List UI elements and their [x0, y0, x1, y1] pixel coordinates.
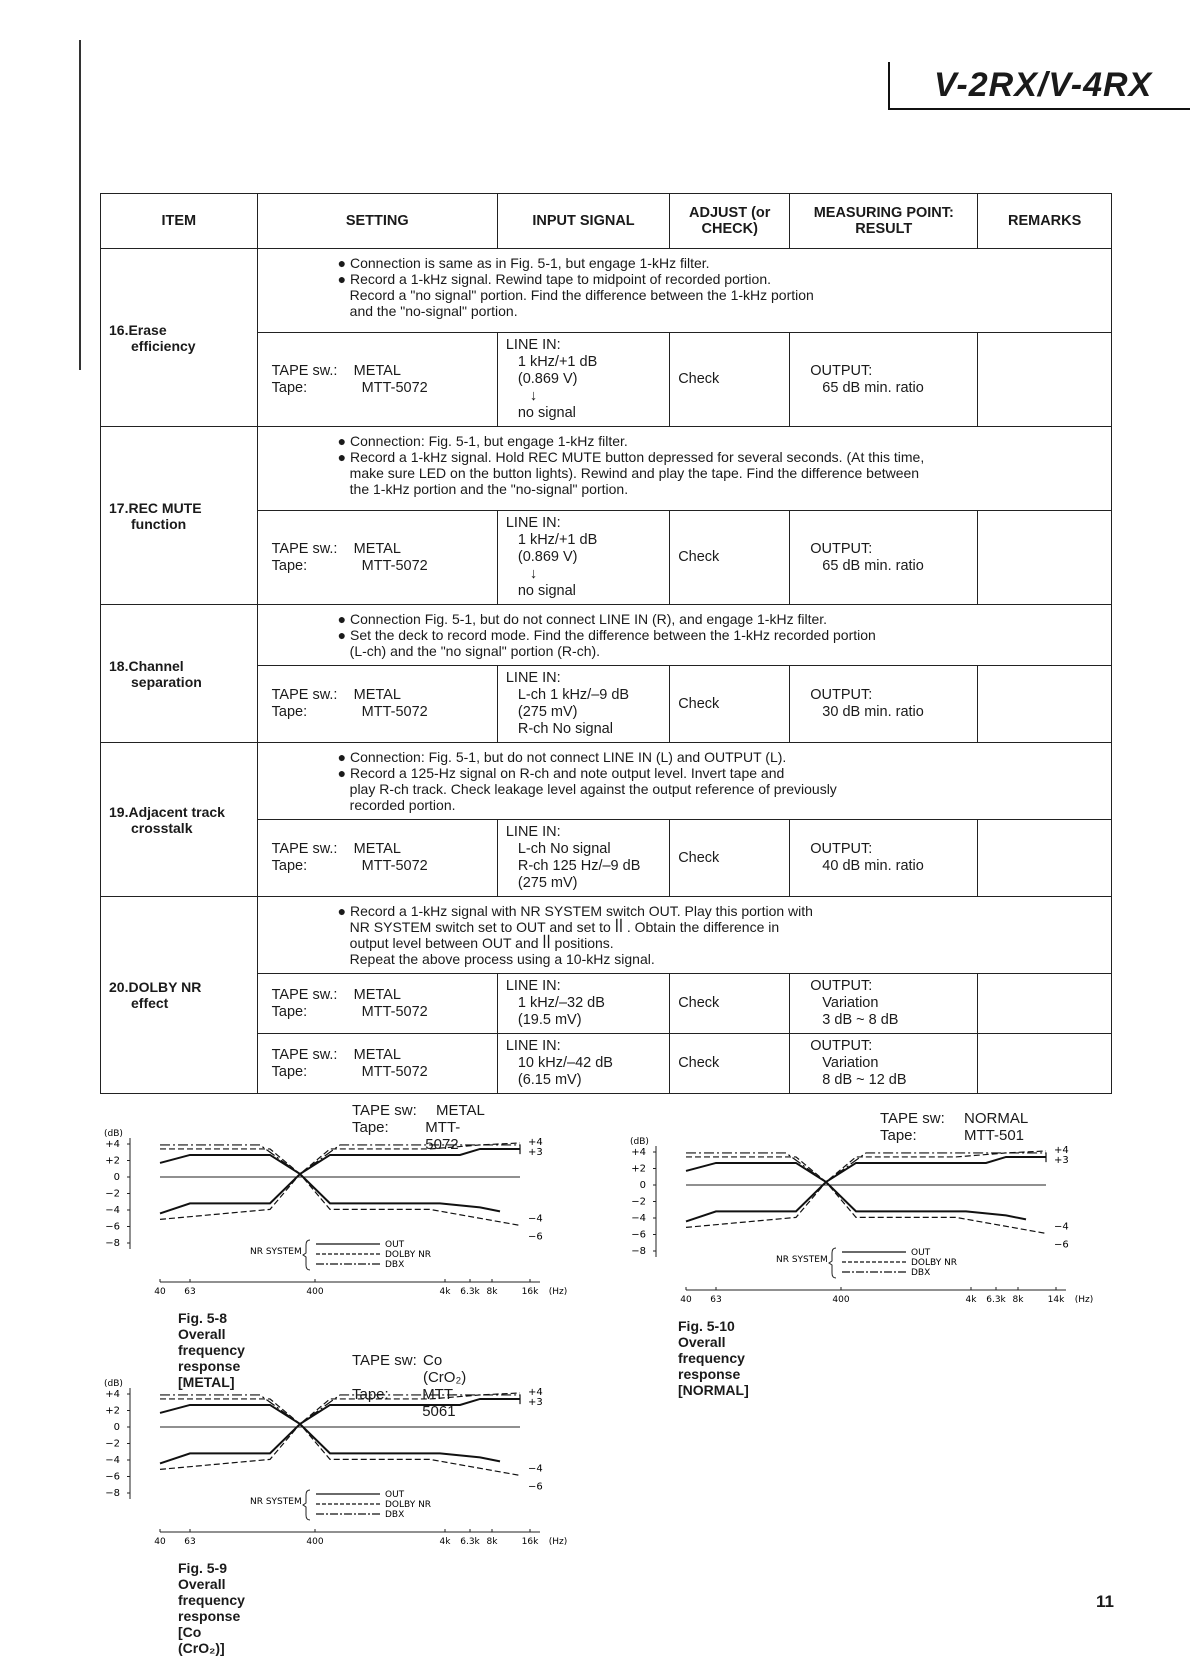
input-signal-line: LINE IN: [505, 670, 561, 686]
legend-title: NR SYSTEM [250, 1247, 302, 1257]
frequency-response-chart [100, 1360, 580, 1560]
tape-row [272, 704, 489, 721]
input-signal-line: 1 kHz/+1 dB [517, 354, 598, 370]
procedure-note: output level between OUT and ꟾꟾ positions. [349, 935, 614, 951]
remarks-cell [978, 1034, 1112, 1094]
procedure-note: ● Connection: Fig. 5-1, but engage 1-kHz filter. [337, 433, 628, 449]
result-line: 30 dB min. ratio [822, 704, 924, 720]
tape-switch-label: TAPE sw.: [271, 841, 338, 857]
figure-tape-sw-label: TAPE sw: [880, 1110, 945, 1127]
page-number: 11 [1096, 1592, 1114, 1611]
result-line: OUTPUT: [810, 1038, 873, 1054]
adjust-value: Check [678, 695, 720, 712]
procedure-note: Repeat the above process using a 10-kHz signal. [349, 951, 655, 967]
procedure-notes [257, 743, 1111, 820]
right-level-label: +4 [528, 1136, 543, 1148]
input-signal-cell [497, 333, 669, 427]
table-row [101, 427, 1112, 511]
right-level-label: −6 [1054, 1239, 1069, 1251]
right-level-label: −4 [528, 1463, 543, 1475]
item-number: 20.DOLBY NR [109, 979, 202, 995]
y-tick-label: +4 [631, 1147, 646, 1158]
x-tick-label: 63 [184, 1287, 196, 1297]
result-cell [790, 1034, 978, 1094]
procedure-note: recorded portion. [349, 797, 456, 813]
x-tick-label: 40 [154, 1287, 166, 1297]
y-tick-label: −2 [105, 1188, 120, 1200]
item-number: 17.REC MUTE [109, 499, 202, 516]
input-signal-line: R-ch 125 Hz/–9 dB [517, 858, 641, 874]
y-axis-unit: (dB) [104, 1129, 123, 1139]
figure-tape-label: Tape: [352, 1386, 389, 1403]
right-level-label: +4 [528, 1386, 543, 1398]
item-subtitle: separation [131, 673, 202, 690]
procedure-note: Record a "no signal" portion. Find the difference between the 1-kHz portion [349, 287, 814, 303]
tape-label: Tape: [271, 858, 308, 874]
curve-dolby-upper [160, 1143, 520, 1174]
procedure-notes [257, 605, 1111, 666]
curve-out-upper [160, 1149, 520, 1174]
adjustment-table [100, 193, 1112, 1094]
legend-label: DBX [911, 1268, 931, 1278]
y-tick-label: 0 [113, 1422, 120, 1433]
tape-value: MTT-5072 [361, 1063, 428, 1080]
input-signal-line: R-ch No signal [517, 721, 613, 737]
input-signal-cell [497, 511, 669, 605]
figure-tape-label: Tape: [880, 1127, 917, 1144]
result-cell [790, 666, 978, 743]
result-line: 65 dB min. ratio [822, 557, 924, 574]
procedure-note: make sure LED on the button lights). Rewind and play the tape. Find the difference between [349, 465, 920, 481]
y-tick-label: +4 [105, 1389, 120, 1400]
table-row [101, 743, 1112, 820]
tape-switch-row [272, 841, 489, 858]
curve-dolby-lower [160, 1424, 520, 1475]
right-level-label: −4 [1054, 1221, 1069, 1233]
legend-label: OUT [911, 1248, 931, 1258]
table-row [101, 605, 1112, 666]
x-tick-label: 63 [184, 1537, 196, 1547]
procedure-note: NR SYSTEM switch set to OUT and set to ꟾꟾ . Obtain the difference in [349, 919, 780, 935]
tape-switch-label: TAPE sw.: [271, 986, 338, 1003]
curve-out-upper [160, 1399, 520, 1424]
header-measuring-point: MEASURING POINT: RESULT [790, 194, 978, 249]
y-tick-label: +4 [105, 1139, 120, 1150]
adjust-cell [670, 974, 790, 1034]
input-signal-line: 1 kHz/+1 dB [517, 532, 598, 548]
input-signal-line: (0.869 V) [517, 549, 578, 565]
tape-switch-row [272, 687, 489, 704]
input-signal-line: 10 kHz/–42 dB [517, 1055, 613, 1071]
model-title-box [888, 62, 1190, 110]
right-level-label: +3 [528, 1396, 543, 1408]
input-signal-line: (6.15 mV) [517, 1072, 582, 1088]
curve-dolby-upper [686, 1151, 1046, 1182]
adjust-cell [670, 820, 790, 897]
y-tick-label: −8 [105, 1238, 120, 1249]
input-signal-cell [497, 1034, 669, 1094]
remarks-cell [978, 820, 1112, 897]
adjust-cell [670, 333, 790, 427]
item-name [101, 427, 258, 605]
tape-switch-value: METAL [353, 362, 401, 379]
legend-label: DOLBY NR [911, 1258, 958, 1268]
procedure-note: ● Set the deck to record mode. Find the difference between the 1-kHz recorded portion [337, 627, 876, 643]
y-tick-label: +2 [105, 1155, 120, 1167]
result-cell [790, 511, 978, 605]
procedure-note: ● Connection Fig. 5-1, but do not connect LINE IN (R), and engage 1-kHz filter. [337, 611, 828, 627]
input-signal-line: no signal [517, 583, 576, 599]
tape-switch-label: TAPE sw.: [271, 540, 338, 557]
input-signal-line: (19.5 mV) [517, 1012, 582, 1028]
y-axis-unit: (dB) [630, 1137, 649, 1147]
adjust-value: Check [678, 1055, 720, 1071]
tape-value: MTT-5072 [361, 557, 428, 574]
legend-label: DBX [385, 1260, 405, 1270]
header-item: ITEM [101, 194, 258, 249]
result-cell [790, 974, 978, 1034]
result-line: 3 dB ~ 8 dB [822, 1012, 899, 1028]
remarks-cell [978, 333, 1112, 427]
y-tick-label: −6 [105, 1221, 120, 1233]
y-tick-label: −2 [105, 1438, 120, 1450]
x-tick-label: (Hz) [548, 1537, 568, 1547]
x-tick-label: 8k [486, 1537, 498, 1547]
item-subtitle: efficiency [131, 337, 196, 354]
curve-out-lower [160, 1424, 500, 1463]
legend-brace [829, 1248, 836, 1278]
tape-row [272, 858, 489, 875]
tape-switch-value: METAL [353, 540, 401, 557]
input-signal-line: LINE IN: [505, 515, 561, 531]
item-number: 19.Adjacent track [109, 803, 225, 820]
y-tick-label: −6 [105, 1471, 120, 1483]
adjust-value: Check [678, 371, 720, 387]
adjust-cell [670, 511, 790, 605]
right-level-label: +4 [1054, 1144, 1069, 1156]
item-number: 18.Channel [109, 657, 184, 674]
setting-cell [257, 333, 497, 427]
x-tick-label: 8k [486, 1287, 498, 1297]
figure-tape-value: MTT-501 [964, 1127, 1025, 1144]
right-level-label: −6 [528, 1481, 543, 1493]
tape-row [272, 380, 489, 397]
x-tick-label: 400 [832, 1295, 850, 1305]
tape-label: Tape: [271, 1063, 308, 1080]
x-tick-label: 4k [439, 1287, 451, 1297]
tape-switch-row [272, 987, 489, 1004]
figure-caption: Fig. 5-9 Overall frequency response [Co (CrO₂)] [178, 1560, 245, 1656]
procedure-note: the 1-kHz portion and the "no-signal" portion. [349, 481, 629, 497]
result-line: 40 dB min. ratio [822, 858, 924, 874]
x-tick-label: 6.3k [986, 1295, 1006, 1305]
tape-label: Tape: [271, 704, 308, 720]
y-tick-label: −6 [631, 1229, 646, 1241]
x-tick-label: 40 [154, 1537, 166, 1547]
frequency-response-chart [100, 1110, 580, 1310]
scan-margin-mark [79, 40, 81, 370]
adjust-cell [670, 1034, 790, 1094]
input-signal-line: LINE IN: [505, 824, 561, 840]
header-input-signal: INPUT SIGNAL [497, 194, 669, 249]
curve-out-upper [686, 1157, 1046, 1182]
input-signal-line: L-ch 1 kHz/–9 dB [517, 687, 630, 703]
item-name [101, 249, 258, 427]
right-level-label: −6 [528, 1231, 543, 1243]
result-line: Variation [822, 1055, 879, 1071]
legend-title: NR SYSTEM [776, 1255, 828, 1265]
tape-value: MTT-5072 [361, 1003, 428, 1020]
x-tick-label: 4k [965, 1295, 977, 1305]
tape-switch-value: METAL [353, 687, 401, 703]
result-line: OUTPUT: [810, 841, 873, 857]
legend-brace [303, 1490, 310, 1520]
result-line: OUTPUT: [810, 540, 873, 557]
input-signal-cell [497, 820, 669, 897]
tape-value: MTT-5072 [361, 858, 428, 874]
tape-switch-row [272, 363, 489, 380]
tape-label: Tape: [271, 557, 308, 574]
figure-tape-sw-label: TAPE sw: [352, 1102, 417, 1119]
legend-label: OUT [385, 1240, 405, 1250]
tape-switch-row [272, 1047, 489, 1064]
x-tick-label: 6.3k [460, 1287, 480, 1297]
setting-cell [257, 511, 497, 605]
legend-label: OUT [385, 1490, 405, 1500]
legend-label: DOLBY NR [385, 1500, 432, 1510]
curve-dolby-lower [686, 1182, 1046, 1233]
setting-cell [257, 974, 497, 1034]
header-remarks: REMARKS [978, 194, 1112, 249]
input-signal-line: LINE IN: [505, 337, 561, 353]
input-signal-line: ↓ [529, 388, 538, 404]
header-adjust: ADJUST (or CHECK) [670, 194, 790, 249]
remarks-cell [978, 511, 1112, 605]
input-signal-line: no signal [517, 405, 576, 421]
input-signal-cell [497, 974, 669, 1034]
tape-switch-value: METAL [353, 841, 401, 857]
table-row [101, 249, 1112, 333]
figure-tape-sw-value: METAL [436, 1102, 485, 1119]
procedure-note: ● Record a 125-Hz signal on R-ch and note output level. Invert tape and [337, 765, 785, 781]
result-cell [790, 820, 978, 897]
adjust-cell [670, 666, 790, 743]
procedure-notes [257, 427, 1111, 511]
x-tick-label: (Hz) [1074, 1295, 1094, 1305]
item-name [101, 743, 258, 897]
result-line: 8 dB ~ 12 dB [822, 1072, 907, 1088]
procedure-note: ● Record a 1-kHz signal. Hold REC MUTE button depressed for several seconds. (At this time, [337, 449, 925, 465]
figure-caption: Fig. 5-8 Overall frequency response [METAL] [178, 1310, 245, 1390]
y-axis-unit: (dB) [104, 1379, 123, 1389]
x-tick-label: 63 [710, 1295, 722, 1305]
item-subtitle: function [131, 515, 187, 532]
tape-switch-row [272, 541, 489, 558]
adjust-value: Check [678, 549, 720, 565]
x-tick-label: 400 [306, 1537, 324, 1547]
tape-switch-label: TAPE sw.: [271, 1046, 338, 1063]
tape-row [272, 1064, 489, 1081]
item-subtitle: effect [131, 995, 169, 1011]
procedure-note: ● Connection: Fig. 5-1, but do not connect LINE IN (L) and OUTPUT (L). [337, 749, 787, 765]
x-tick-label: 400 [306, 1287, 324, 1297]
adjust-value: Check [678, 995, 720, 1011]
input-signal-line: (0.869 V) [517, 371, 578, 387]
input-signal-line: ↓ [529, 566, 538, 582]
header-setting: SETTING [257, 194, 497, 249]
setting-cell [257, 820, 497, 897]
tape-label: Tape: [271, 1003, 308, 1020]
y-tick-label: −2 [631, 1196, 646, 1208]
x-tick-label: 4k [439, 1537, 451, 1547]
item-number: 16.Erase [109, 321, 167, 338]
input-signal-line: 1 kHz/–32 dB [517, 995, 605, 1011]
input-signal-line: (275 mV) [517, 704, 578, 720]
legend-title: NR SYSTEM [250, 1497, 302, 1507]
result-line: OUTPUT: [810, 978, 873, 994]
y-tick-label: −8 [105, 1488, 120, 1499]
y-tick-label: 0 [639, 1180, 646, 1191]
curve-dolby-upper [160, 1393, 520, 1424]
figure-tape-sw-value: NORMAL [964, 1110, 1029, 1127]
y-tick-label: −4 [631, 1213, 646, 1224]
table-header-row [101, 194, 1112, 249]
y-tick-label: +2 [105, 1405, 120, 1417]
legend-brace [303, 1240, 310, 1270]
right-level-label: −4 [528, 1213, 543, 1225]
right-level-label: +3 [528, 1146, 543, 1158]
tape-row [272, 1004, 489, 1021]
item-subtitle: crosstalk [131, 819, 193, 836]
input-signal-line: L-ch No signal [517, 841, 611, 857]
procedure-note: ● Connection is same as in Fig. 5-1, but engage 1-kHz filter. [337, 255, 710, 271]
procedure-note: play R-ch track. Check leakage level against the output reference of previously [349, 781, 837, 797]
procedure-note: (L-ch) and the "no signal" portion (R-ch). [349, 643, 601, 659]
y-tick-label: −4 [105, 1205, 120, 1216]
input-signal-line: LINE IN: [505, 978, 561, 994]
result-line: 65 dB min. ratio [822, 379, 924, 396]
procedure-note: ● Record a 1-kHz signal. Rewind tape to midpoint of recorded portion. [337, 271, 771, 287]
remarks-cell [978, 666, 1112, 743]
figure-tape-sw-label: TAPE sw: [352, 1352, 417, 1369]
legend-label: DOLBY NR [385, 1250, 432, 1260]
figure-tape-value: MTT-5072 [425, 1119, 461, 1153]
procedure-note: and the "no-signal" portion. [349, 303, 518, 319]
model-title: V-2RX/V-4RX [934, 66, 1153, 104]
legend-label: DBX [385, 1510, 405, 1520]
figure-tape-label: Tape: [352, 1119, 389, 1136]
x-tick-label: (Hz) [548, 1287, 568, 1297]
procedure-notes [257, 897, 1111, 974]
tape-label: Tape: [271, 379, 308, 396]
x-tick-label: 14k [1047, 1295, 1065, 1305]
input-signal-line: (275 mV) [517, 875, 578, 891]
tape-value: MTT-5072 [361, 704, 428, 720]
figure-tape-sw-value: Co (CrO₂) [422, 1352, 467, 1386]
x-tick-label: 16k [521, 1287, 539, 1297]
x-tick-label: 6.3k [460, 1537, 480, 1547]
tape-switch-label: TAPE sw.: [271, 687, 338, 703]
item-name [101, 605, 258, 743]
y-tick-label: −4 [105, 1455, 120, 1466]
procedure-notes [257, 249, 1111, 333]
procedure-note: ● Record a 1-kHz signal with NR SYSTEM switch OUT. Play this portion with [337, 903, 813, 919]
tape-row [272, 558, 489, 575]
curve-out-lower [160, 1174, 500, 1213]
item-name [101, 897, 258, 1094]
table-row [101, 897, 1112, 974]
remarks-cell [978, 974, 1112, 1034]
setting-cell [257, 666, 497, 743]
right-level-label: +3 [1054, 1154, 1069, 1166]
result-line: OUTPUT: [810, 362, 873, 379]
x-tick-label: 8k [1012, 1295, 1024, 1305]
frequency-response-chart [626, 1118, 1106, 1318]
input-signal-line: LINE IN: [505, 1038, 561, 1054]
curve-dolby-lower [160, 1174, 520, 1225]
setting-cell [257, 1034, 497, 1094]
figure-caption: Fig. 5-10 Overall frequency response [NORMAL] [678, 1318, 749, 1398]
y-tick-label: 0 [113, 1172, 120, 1183]
tape-switch-label: TAPE sw.: [271, 362, 338, 379]
tape-value: MTT-5072 [361, 379, 428, 396]
tape-switch-value: METAL [353, 1046, 401, 1063]
x-tick-label: 16k [521, 1537, 539, 1547]
y-tick-label: +2 [631, 1163, 646, 1175]
figure-tape-value: MTT-5061 [422, 1386, 458, 1420]
result-line: Variation [822, 995, 879, 1011]
result-line: OUTPUT: [810, 687, 873, 703]
x-tick-label: 40 [680, 1295, 692, 1305]
y-tick-label: −8 [631, 1246, 646, 1257]
result-cell [790, 333, 978, 427]
adjust-value: Check [678, 849, 720, 866]
input-signal-cell [497, 666, 669, 743]
curve-out-lower [686, 1182, 1026, 1221]
tape-switch-value: METAL [353, 986, 401, 1003]
